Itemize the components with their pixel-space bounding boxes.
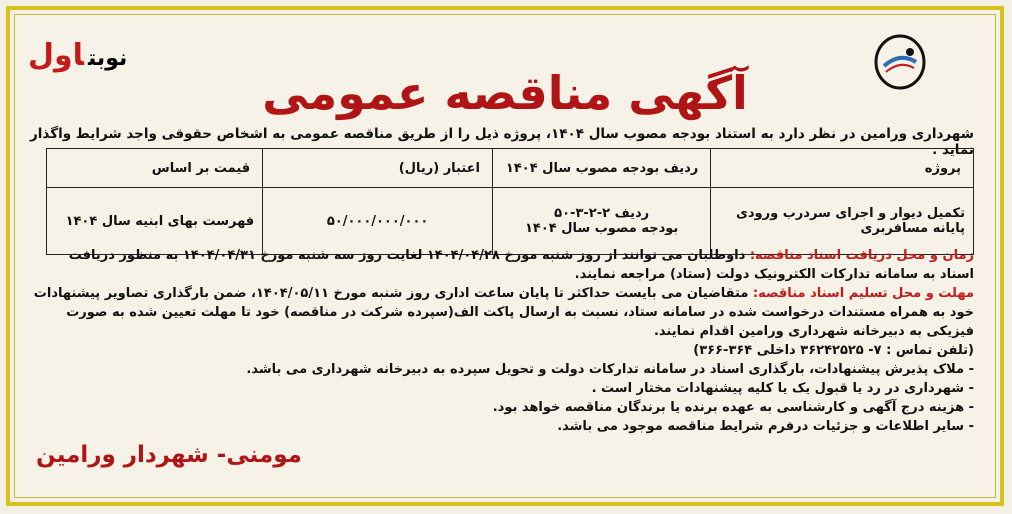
col-header-project: پروژه [711, 149, 974, 188]
intro-text: شهرداری ورامین در نظر دارد به استناد بودجه مصوب سال ۱۴۰۴، پروژه ذیل را از طریق مناقصه عمومی به اشخاص حقوقی واجد شرایط واگذار نماید . [30, 126, 974, 158]
cell-credit: ۵۰/۰۰۰/۰۰۰/۰۰۰ [263, 188, 493, 255]
budget-line-number: ردیف ۲-۲-۳-۵۰ [554, 206, 650, 221]
notice-frame [6, 6, 1004, 506]
table-header-row [47, 149, 974, 188]
deliver-label: مهلت و محل تسلیم اسناد مناقصه: [752, 286, 974, 301]
list-item: - شهرداری در رد یا قبول یک یا کلیه پیشنهادات مختار است . [591, 381, 974, 396]
cell-budget-line [493, 188, 711, 255]
badge-value: اول [28, 38, 84, 73]
notice-header [10, 18, 1000, 128]
col-header-credit: اعتبار (ریال) [263, 149, 493, 188]
badge-prefix: نوبت [87, 46, 128, 71]
cell-project: تکمیل دیوار و اجرای سردرب ورودی پایانه مسافربری [711, 188, 974, 255]
mayor-signature: مومنی- شهردار ورامین [36, 442, 302, 468]
tender-table [46, 148, 974, 255]
deliver-text: متقاضیان می بایست حداکثر تا پایان ساعت اداری روز شنبه مورخ ۱۴۰۴/۰۵/۱۱، ضمن بارگذاری تصاویر پیشنهادات خود به همراه مستندات درخواست شده در سامانه ستاد، نسبت به ارسال پاکت الف(سپرده شرکت در مناقصه) خود تا مهلت تعیین شده به صورت فیزیکی به دبیرخانه شهرداری ورامین اقدام نمایند. [33, 286, 974, 339]
list-item: - هزینه درج آگهی و کارشناسی به عهده برنده یا برندگان مناقصه خواهد بود. [492, 400, 974, 415]
list-item: - ملاک پذیرش پیشنهادات، بارگذاری اسناد در سامانه تدارکات دولت و تحویل سپرده به دبیرخانه شهرداری می باشد. [246, 362, 974, 377]
deliver-paragraph [32, 284, 974, 341]
budget-line-year: بودجه مصوب سال ۱۴۰۴ [524, 221, 679, 236]
list-item: - سایر اطلاعات و جزئیات درفرم شرایط مناقصه موجود می باشد. [557, 419, 974, 434]
cell-price-basis: فهرست بهای ابنیه سال ۱۴۰۴ [47, 188, 263, 255]
phone-line: (تلفن تماس : ۷- ۳۶۲۴۲۵۲۵ داخلی ۳۶۴-۳۶۶) [693, 343, 974, 358]
receive-text: داوطلبان می توانند از روز شنبه مورخ ۱۴۰۴/۰۴/۲۸ لغایت روز سه شنبه مورخ ۱۴۰۴/۰۴/۳۱ به منظور دریافت اسناد به سامانه تدارکات الکترونیک دولت (ستاد) مراجعه نمایند. [68, 248, 974, 282]
col-header-budget-line: ردیف بودجه مصوب سال ۱۴۰۴ [493, 149, 711, 188]
col-header-price-basis: قیمت بر اساس [47, 149, 263, 188]
notice-body [32, 246, 974, 436]
notice-title: آگهی مناقصه عمومی [262, 66, 748, 120]
table-row [47, 188, 974, 255]
conditions-list [32, 360, 974, 436]
receive-label: زمان و محل دریافت اسناد مناقصه: [749, 248, 974, 263]
receive-paragraph [32, 246, 974, 284]
